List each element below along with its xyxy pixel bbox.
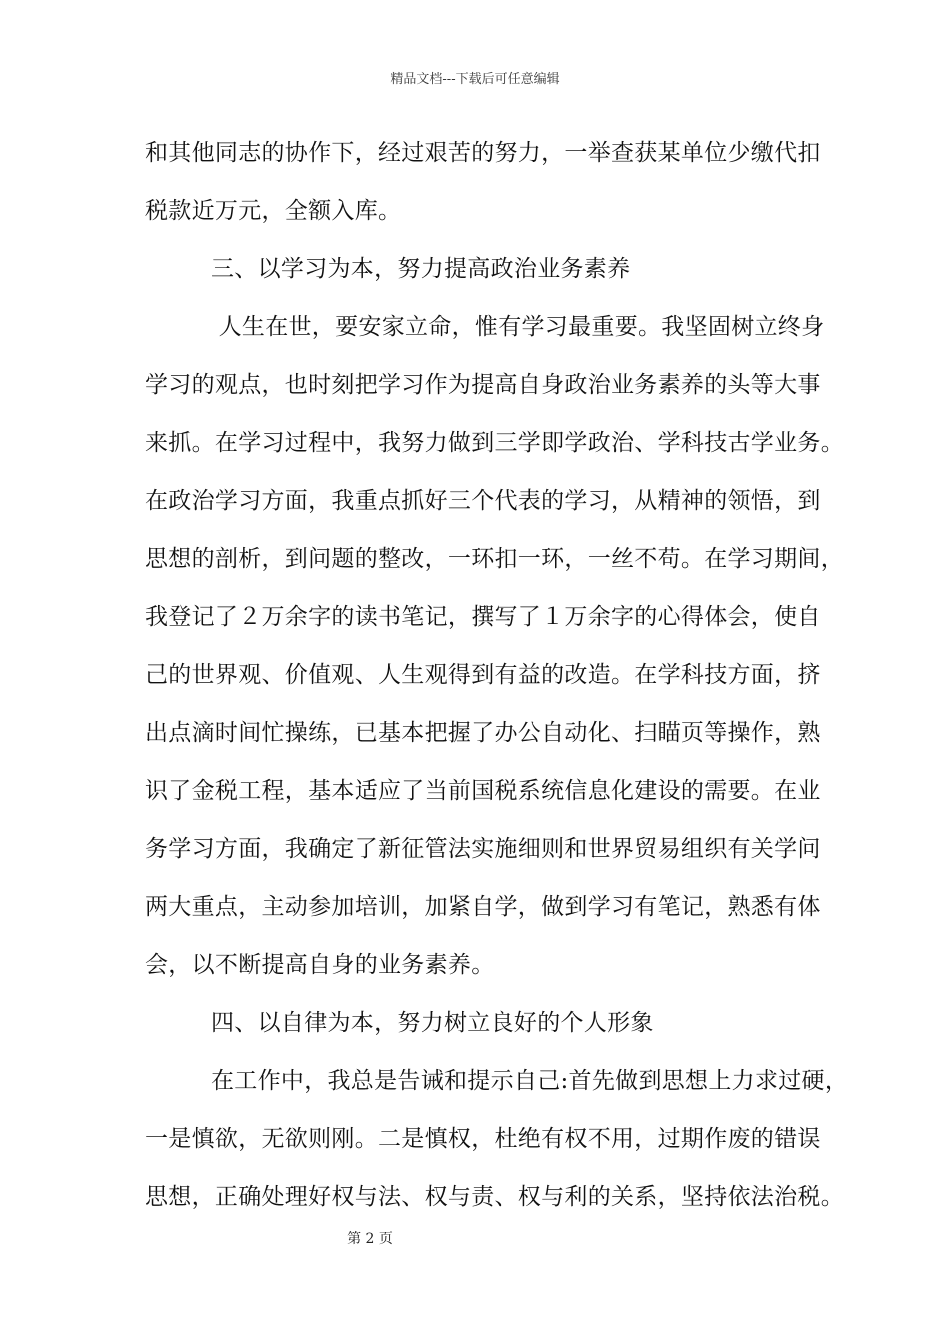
text-line: 来抓。在学习过程中，我努力做到三学即学政治、学科技古学业务。	[145, 430, 844, 456]
page-number: 第 2 页	[347, 1231, 393, 1247]
text-line: 税款近万元，全额入库。	[145, 198, 402, 224]
text-line: 己的世界观、价值观、人生观得到有益的改造。在学科技方面，挤	[145, 662, 821, 688]
text-line: 在政治学习方面，我重点抓好三个代表的学习，从精神的领悟，到	[145, 488, 821, 514]
text-line: 思想的剖析，到问题的整改，一环扣一环，一丝不苟。在学习期间，	[145, 546, 844, 572]
text-line: 一是慎欲，无欲则刚。二是慎权，杜绝有权不用，过期作废的错误	[145, 1126, 821, 1152]
section-heading: 四、以自律为本，努力树立良好的个人形象	[211, 1010, 654, 1036]
text-line: 两大重点，主动参加培训，加紧自学，做到学习有笔记，熟悉有体	[145, 894, 821, 920]
text-line: 我登记了２万余字的读书笔记，撰写了１万余字的心得体会，使自	[145, 604, 821, 630]
text-line: 会，以不断提高自身的业务素养。	[145, 952, 495, 978]
text-line: 学习的观点，也时刻把学习作为提高自身政治业务素养的头等大事	[145, 372, 821, 398]
document-body	[145, 128, 849, 1230]
text-line: 务学习方面，我确定了新征管法实施细则和世界贸易组织有关学问	[145, 836, 821, 862]
paragraph-first-line: 在工作中，我总是告诫和提示自己:首先做到思想上力求过硬，	[211, 1068, 849, 1094]
section-heading: 三、以学习为本，努力提高政治业务素养	[211, 256, 631, 282]
text-line: 和其他同志的协作下，经过艰苦的努力，一举查获某单位少缴代扣	[145, 140, 821, 166]
text-line: 识了金税工程，基本适应了当前国税系统信息化建设的需要。在业	[145, 778, 821, 804]
text-line: 出点滴时间忙操练，已基本把握了办公自动化、扫瞄页等操作，熟	[145, 720, 821, 746]
text-line: 思想，正确处理好权与法、权与责、权与利的关系，坚持依法治税。	[145, 1184, 844, 1210]
page-header: 精品文档---下载后可任意编辑	[390, 72, 560, 87]
paragraph-first-line: 人生在世，要安家立命，惟有学习最重要。我坚固树立终身	[211, 314, 825, 340]
